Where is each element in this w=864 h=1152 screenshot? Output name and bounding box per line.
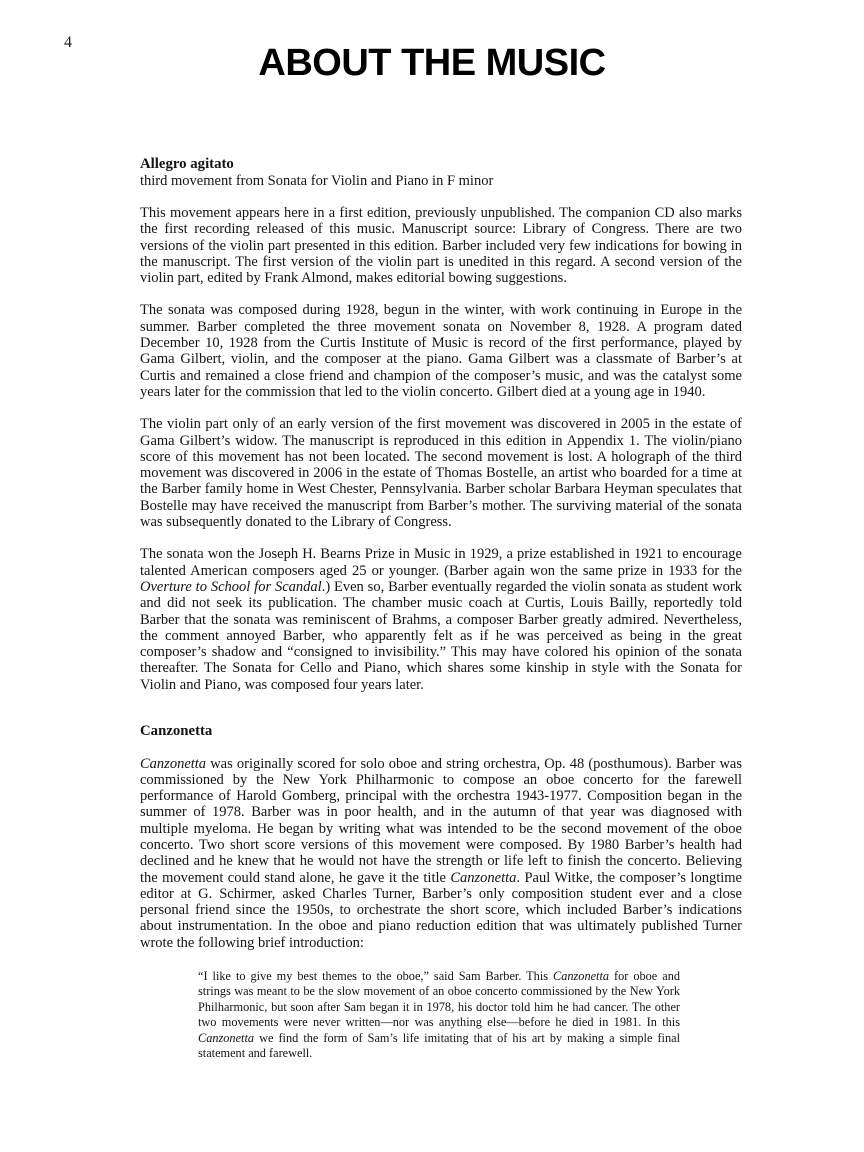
page-title: ABOUT THE MUSIC — [258, 42, 606, 84]
paragraph — [140, 546, 742, 693]
paragraph — [140, 756, 742, 952]
paragraph — [140, 302, 742, 400]
italic-text-run: Overture to School for Scandal — [140, 578, 322, 595]
text-run: “I like to give my best themes to the oboe,” said Sam Barber. This — [198, 969, 554, 984]
subheading: third movement from Sonata for Violin and Piano in F minor — [140, 172, 494, 189]
heading: Canzonetta — [140, 723, 213, 740]
text-run: This movement appears here in a first edition, previously unpublished. The companion CD also marks the first recording released of this music. Manuscript source: Library of Congress. There are two versions of the violin part presented in this edition. Barber included very few indications for bowing in the manuscript. The first version of the violin part is unedited in this regard. A second version of the violin part, edited by Frank Almond, makes editorial bowing suggestions. — [140, 205, 742, 287]
italic-text-run: Canzonetta — [198, 1030, 255, 1045]
text-run: The violin part only of an early version of the first movement was discovered in 2005 in the estate of Gama Gilbert’s widow. The manuscript is reproduced in this edition in Appendix 1. The violin/piano score of this movement has not been located. The second movement is lost. A holograph of the third movement was discovered in 2006 in the estate of Thomas Bostelle, an artist who boarded for a time at the Barber family home in West Chester, Pennsylvania. Barber scholar Barbara Heyman speculates that Bostelle may have received the manuscript from Barber’s mother. The surviving material of the sonata was subsequently donated to the Library of Congress. — [140, 416, 742, 531]
italic-text-run: Canzonetta — [553, 969, 610, 984]
italic-text-run: Canzonetta — [140, 755, 207, 772]
heading: Allegro agitato — [140, 156, 234, 172]
text-run: The sonata was composed during 1928, begun in the winter, with work continuing in Europe in the summer. Barber completed the three movement sonata on November 8, 1928. A program dated December 10, 1928 from the Curtis Institute of Music is record of the first performance, played by Gama Gilbert, violin, and the composer at the piano. Gama Gilbert was a classmate of Barber’s at Curtis and remained a close friend and champion of the composer’s music, and was the catalyst some years later for the commission that led to the violin concerto. Gilbert died at a young age in 1940. — [140, 302, 742, 400]
paragraph — [140, 416, 742, 530]
text-run: . Paul Witke, the composer’s longtime editor at G. Schirmer, asked Charles Turner, Barber’s only composition student ever and a close personal friend since the 1950s, to orchestrate the short score, which included Barber’s indications about instrumentation. In the oboe and piano reduction edition that was ultimately published Turner wrote the following brief introduction: — [140, 869, 742, 951]
text-run: we find the form of Sam’s life imitating that of his art by making a simple final statement and farewell. — [198, 1030, 680, 1061]
text-run: The sonata won the Joseph H. Bearns Prize in Music in 1929, a prize established in 1921 to encourage talented American composers aged 25 or younger. (Barber again won the same prize in 1933 for the — [140, 546, 742, 579]
document-body — [140, 156, 742, 1062]
text-run: was originally scored for solo oboe and string orchestra, Op. 48 (posthumous). Barber was commissioned by the New York Philharmonic to compose an oboe concerto for the farewell performance of Harold Gomberg, principal with the orchestra 1943-1977. Composition began in the summer of 1978. Barber was in poor health, and in the autumn of that year was diagnosed with multiple myeloma. He began by writing what was intended to be the second movement of the oboe concerto. Two short score versions of this movement were composed. By 1980 Barber’s health had declined and he knew that he would not have the strength or life left to finish the concerto. Believing the movement could stand alone, he gave it the title — [140, 755, 742, 886]
paragraph — [140, 205, 742, 286]
blockquote — [198, 969, 680, 1061]
text-run: .) Even so, Barber eventually regarded the violin sonata as student work and did not seek its publication. The chamber music coach at Curtis, Louis Bailly, reportedly told Barber that the sonata was reminiscent of Brahms, a composer Barber greatly admired. Nevertheless, the comment annoyed Barber, who apparently felt as if he was perceived as being in the great composer’s shadow and “consigned to invisibility.” This may have colored his opinion of the sonata thereafter. The Sonata for Cello and Piano, which shares some kinship in style with the Sonata for Violin and Piano, was composed four years later. — [140, 578, 742, 693]
text-run: for oboe and strings was meant to be the slow movement of an oboe concerto commissioned by the New York Philharmonic, but soon after Sam began it in 1978, his doctor told him he had cancer. The other two movements were never written—nor was anything else—before he died in 1981. In this — [198, 969, 680, 1030]
italic-text-run: Canzonetta — [450, 869, 517, 886]
page-number: 4 — [64, 34, 72, 51]
